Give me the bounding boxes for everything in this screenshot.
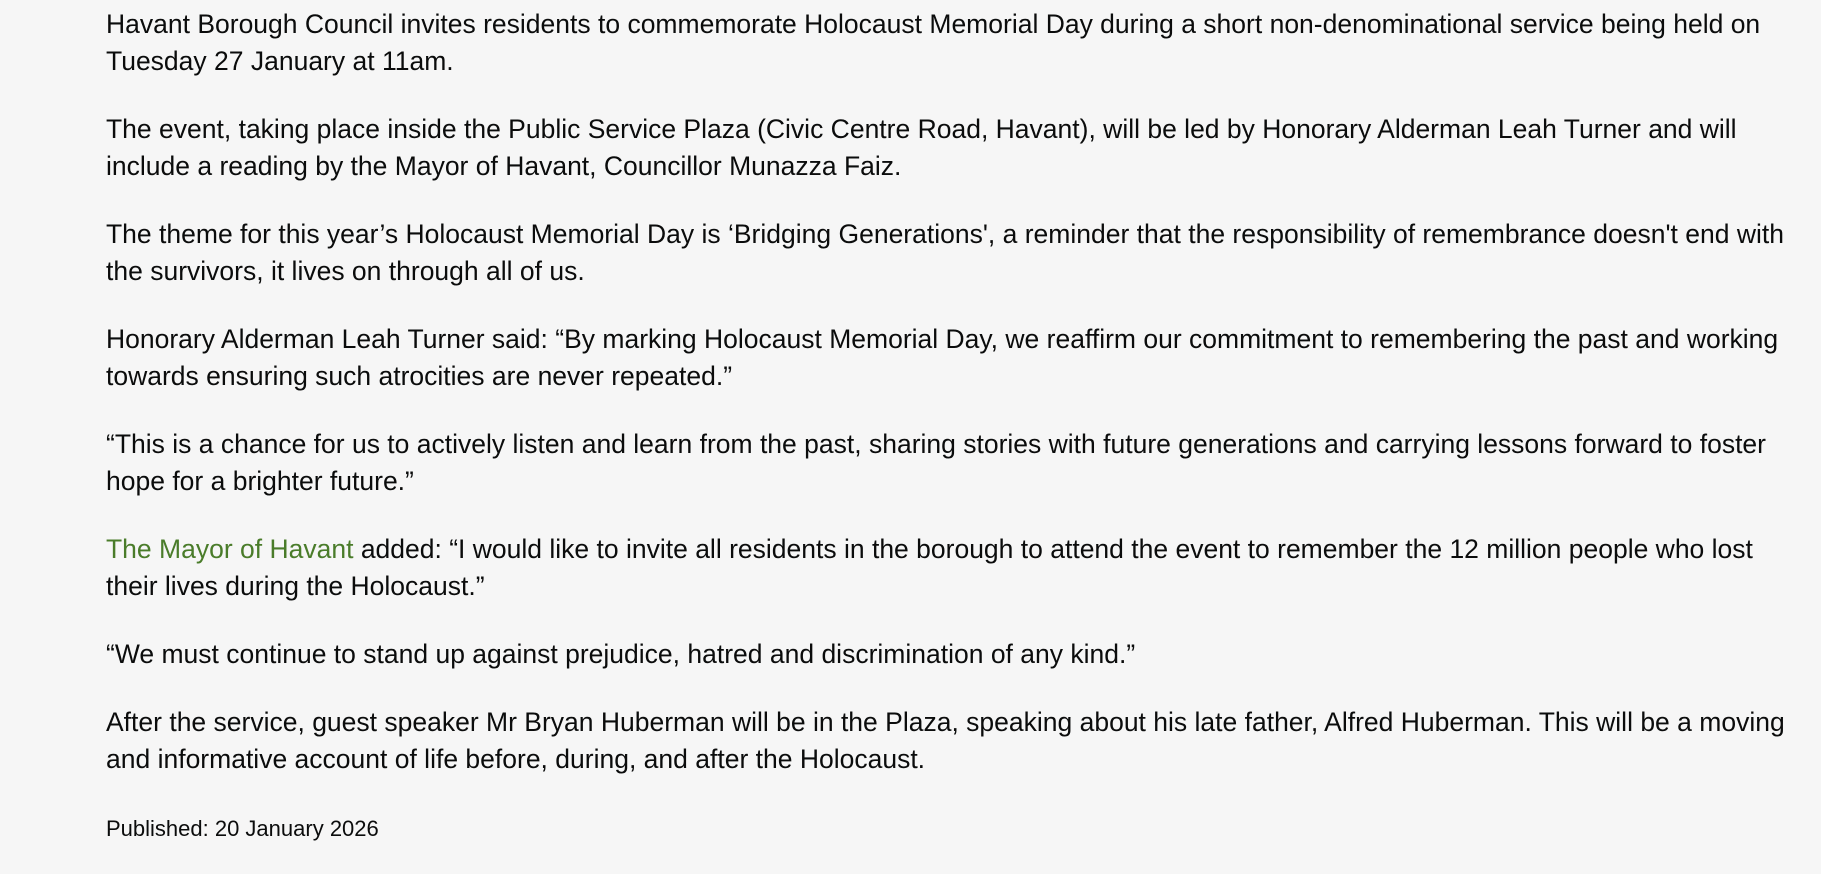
paragraph-mayor-quote — [106, 531, 1806, 605]
paragraph-theme: The theme for this year’s Holocaust Memorial Day is ‘Bridging Generations', a reminder that the responsibility of remembrance doesn't end with the survivors, it lives on through all of us. — [106, 219, 1784, 286]
paragraph-event-details: The event, taking place inside the Public Service Plaza (Civic Centre Road, Havant), will be led by Honorary Alderman Leah Turner and will include a reading by the Mayor of Havant, Councillor Munazza Faiz. — [106, 114, 1737, 181]
published-date: Published: 20 January 2026 — [106, 816, 379, 841]
mayor-quote-text: added: “I would like to invite all residents in the borough to attend the event to remember the 12 million people who lost their lives during the Holocaust.” — [106, 534, 1753, 601]
paragraph-guest-speaker: After the service, guest speaker Mr Bryan Huberman will be in the Plaza, speaking about his late father, Alfred Huberman. This will be a moving and informative account of life before, during, and after the Holocaust. — [106, 707, 1785, 774]
paragraph-alderman-quote-continued: “This is a chance for us to actively listen and learn from the past, sharing stories with future generations and carrying lessons forward to foster hope for a brighter future.” — [106, 429, 1766, 496]
mayor-of-havant-link[interactable]: The Mayor of Havant — [106, 534, 354, 564]
paragraph-mayor-quote-continued: “We must continue to stand up against prejudice, hatred and discrimination of any kind.” — [106, 639, 1136, 669]
paragraph-intro: Havant Borough Council invites residents to commemorate Holocaust Memorial Day during a short non-denominational service being held on Tuesday 27 January at 11am. — [106, 9, 1761, 76]
article-body — [106, 6, 1806, 874]
paragraph-alderman-quote: Honorary Alderman Leah Turner said: “By marking Holocaust Memorial Day, we reaffirm our commitment to remembering the past and working towards ensuring such atrocities are never repeated.” — [106, 324, 1779, 391]
